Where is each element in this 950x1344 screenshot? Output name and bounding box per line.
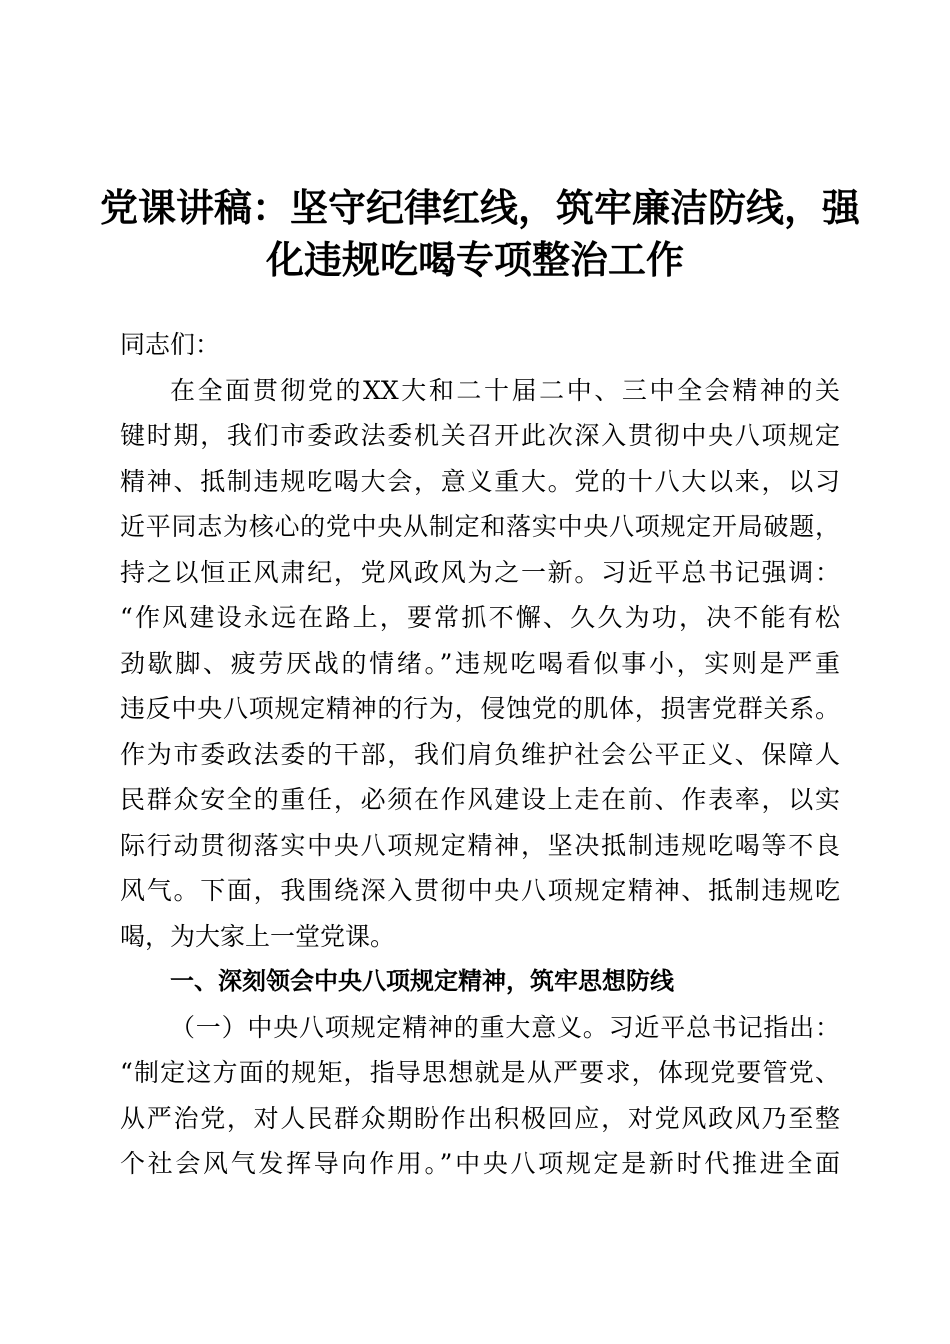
paragraph-line: 际行动贯彻落实中央八项规定精神，坚决抵制违规吃喝等不良	[120, 830, 840, 860]
section-heading-1: 一、深刻领会中央八项规定精神，筑牢思想防线	[170, 967, 674, 995]
salutation: 同志们：	[120, 330, 221, 359]
paragraph-line: 喝，为大家上一堂党课。	[120, 921, 396, 951]
title-line-2: 化违规吃喝专项整治工作	[265, 237, 684, 282]
paragraph-line: 劲歇脚、疲劳厌战的情绪。”违规吃喝看似事小，实则是严重	[120, 648, 840, 678]
paragraph-line: 精神、抵制违规吃喝大会，意义重大。党的十八大以来，以习	[120, 466, 840, 496]
paragraph-line: 在全面贯彻党的XX大和二十届二中、三中全会精神的关	[170, 375, 840, 405]
paragraph-line: 民群众安全的重任，必须在作风建设上走在前、作表率，以实	[120, 785, 840, 814]
paragraph-2	[120, 1005, 840, 1187]
paragraph-line: 个社会风气发挥导向作用。”中央八项规定是新时代推进全面	[120, 1149, 840, 1178]
paragraph-line: 近平同志为核心的党中央从制定和落实中央八项规定开局破题，	[120, 512, 840, 541]
paragraph-1	[120, 368, 840, 960]
paragraph-line: 持之以恒正风肃纪，党风政风为之一新。习近平总书记强调：	[120, 557, 840, 587]
document-body	[120, 322, 840, 1187]
paragraph-line: 从严治党，对人民群众期盼作出积极回应，对党风政风乃至整	[120, 1103, 840, 1133]
paragraph-line: “作风建设永远在路上，要常抓不懈、久久为功，决不能有松	[120, 603, 840, 632]
document-title	[100, 182, 861, 286]
paragraph-line: 作为市委政法委的干部，我们肩负维护社会公平正义、保障人	[120, 739, 840, 769]
title-line-1: 党课讲稿：坚守纪律红线，筑牢廉洁防线，强	[100, 185, 861, 230]
paragraph-line: 风气。下面，我围绕深入贯彻中央八项规定精神、抵制违规吃	[120, 876, 840, 905]
paragraph-line: “制定这方面的规矩，指导思想就是从严要求，体现党要管党、	[120, 1058, 840, 1087]
paragraph-line: 键时期，我们市委政法委机关召开此次深入贯彻中央八项规定	[120, 421, 840, 450]
paragraph-line: 违反中央八项规定精神的行为，侵蚀党的肌体，损害党群关系。	[120, 694, 840, 723]
paragraph-line: （一）中央八项规定精神的重大意义。习近平总书记指出：	[170, 1012, 840, 1042]
